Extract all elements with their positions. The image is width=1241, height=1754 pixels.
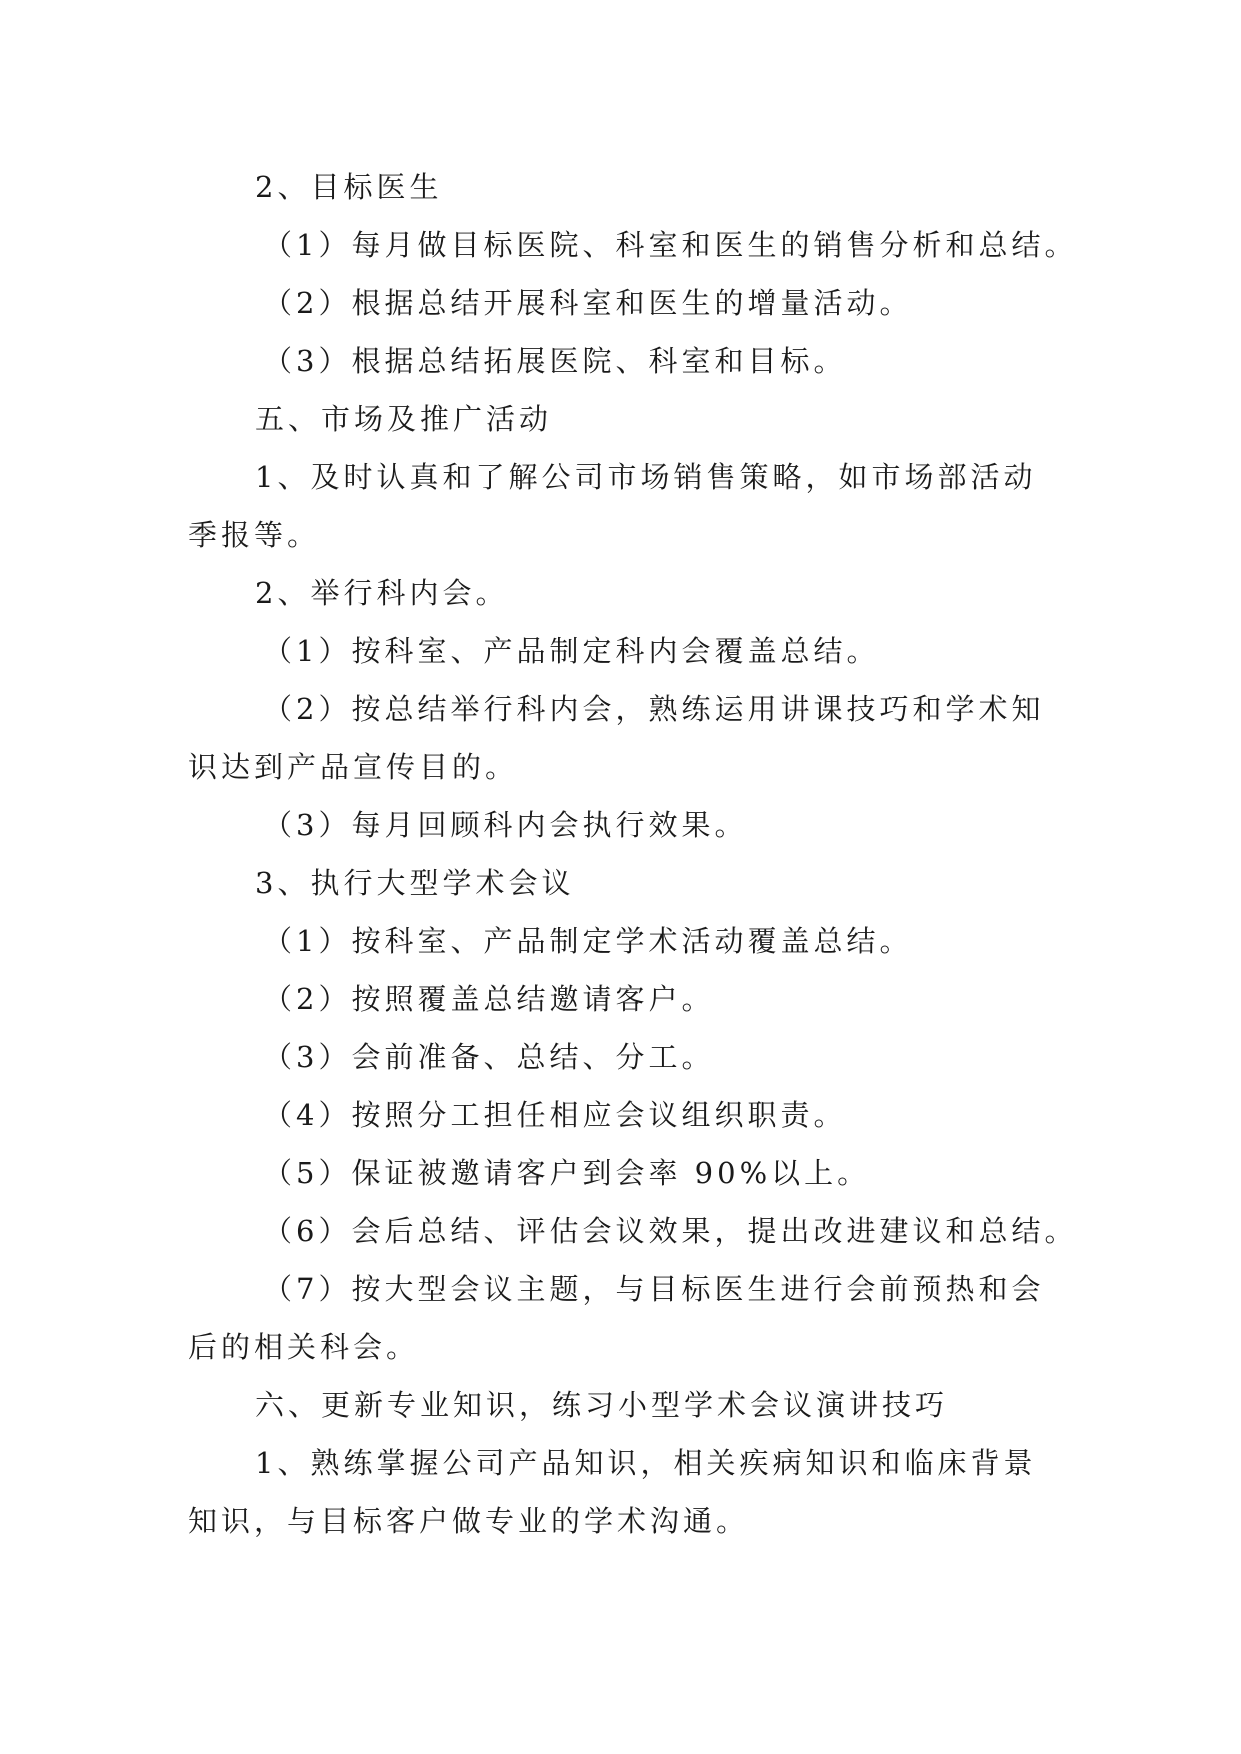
list-item: （3）会前准备、总结、分工。	[263, 1040, 715, 1074]
list-item: （1）按科室、产品制定科内会覆盖总结。	[263, 634, 880, 668]
paragraph-line: 1、熟练掌握公司产品知识，相关疾病知识和临床背景	[255, 1446, 1037, 1480]
section-heading-professional-knowledge: 六、更新专业知识，练习小型学术会议演讲技巧	[255, 1388, 949, 1422]
paragraph-line: 季报等。	[188, 518, 321, 552]
list-item: （1）每月做目标医院、科室和医生的销售分析和总结。	[263, 228, 1078, 262]
list-item: （5）保证被邀请客户到会率 90%以上。	[263, 1156, 871, 1190]
list-item: （2）按总结举行科内会，熟练运用讲课技巧和学术知	[263, 692, 1045, 726]
list-item: （4）按照分工担任相应会议组织职责。	[263, 1098, 847, 1132]
section-heading-marketing: 五、市场及推广活动	[255, 402, 553, 436]
paragraph-line: 后的相关科会。	[188, 1330, 420, 1364]
subheading-target-doctors: 2、目标医生	[255, 170, 443, 204]
list-item: （1）按科室、产品制定学术活动覆盖总结。	[263, 924, 913, 958]
subheading-department-meeting: 2、举行科内会。	[255, 576, 509, 610]
list-item: （7）按大型会议主题，与目标医生进行会前预热和会	[263, 1272, 1045, 1306]
subheading-academic-conference: 3、执行大型学术会议	[255, 866, 575, 900]
list-item: （3）根据总结拓展医院、科室和目标。	[263, 344, 847, 378]
list-item: （6）会后总结、评估会议效果，提出改进建议和总结。	[263, 1214, 1078, 1248]
list-item: （3）每月回顾科内会执行效果。	[263, 808, 748, 842]
list-item: （2）按照覆盖总结邀请客户。	[263, 982, 715, 1016]
paragraph-line: 知识，与目标客户做专业的学术沟通。	[188, 1504, 750, 1538]
paragraph-line: 1、及时认真和了解公司市场销售策略，如市场部活动	[255, 460, 1037, 494]
list-item: （2）根据总结开展科室和医生的增量活动。	[263, 286, 913, 320]
paragraph-line: 识达到产品宣传目的。	[188, 750, 519, 784]
